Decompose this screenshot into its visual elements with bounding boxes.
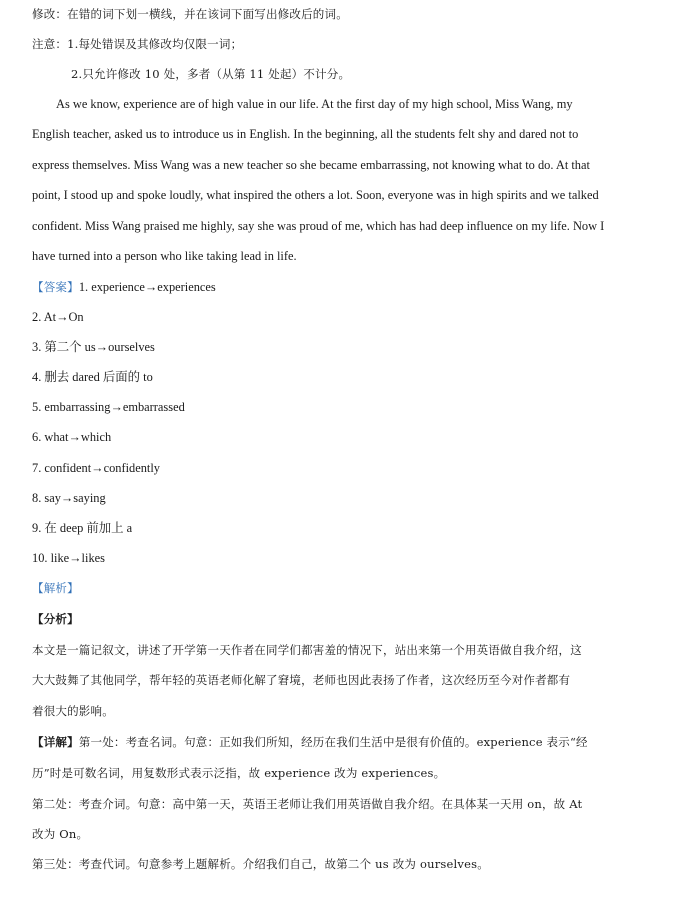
answer-item: 9. 在 deep 前加上 a xyxy=(32,521,133,535)
passage-line: confident. Miss Wang praised me highly, say she was proud of me, which has had deep influence on my life. Now I xyxy=(32,219,605,233)
passage-line: As we know, experience are of high value in our life. At the first day of my high school, Miss Wang, my xyxy=(56,97,573,111)
detail-line: 历”时是可数名词，用复数形式表示泛指，故 experience 改为 experiences。 xyxy=(32,766,446,780)
analysis-tag: 【解析】 xyxy=(32,581,79,595)
passage-line: point, I stood up and spoke loudly, what inspired the others a lot. Soon, everyone was in high spirits and we talked xyxy=(32,188,599,202)
summary-line: 大大鼓舞了其他同学，帮年轻的英语老师化解了窘境，老师也因此表扬了作者，这次经历至今对作者都有 xyxy=(32,673,571,687)
note-line-2: 2.只允许修改 10 处，多者（从第 11 处起）不计分。 xyxy=(71,67,351,81)
detail-row-1 xyxy=(32,734,588,750)
answer-item: 5. embarrassing→embarrassed xyxy=(32,400,185,414)
summary-line: 本文是一篇记叙文，讲述了开学第一天作者在同学们都害羞的情况下，站出来第一个用英语做自我介绍，这 xyxy=(32,643,582,657)
answer-item: 8. say→saying xyxy=(32,491,106,505)
passage-line: English teacher, asked us to introduce us in English. In the beginning, all the students felt shy and dared not to xyxy=(32,127,579,141)
answer-item: 7. confident→confidently xyxy=(32,461,161,475)
summary-line: 着很大的影响。 xyxy=(32,704,114,718)
edit-instruction: 修改：在错的词下划一横线，并在该词下面写出修改后的词。 xyxy=(32,7,348,21)
note-line-1: 注意：1.每处错误及其修改均仅限一词； xyxy=(32,37,243,51)
detail-line: 第三处：考查代词。句意参考上题解析。介绍我们自己，故第二个 us 改为 ourselves。 xyxy=(32,857,489,871)
passage-line: express themselves. Miss Wang was a new teacher so she became embarrassing, not knowing what to do. At that xyxy=(32,158,590,172)
detail-line: 第一处：考查名词。句意：正如我们所知，经历在我们生活中是很有价值的。experience 表示“经 xyxy=(78,735,588,749)
answer-item: 1. experience→experiences xyxy=(78,280,216,294)
fenxi-tag: 【分析】 xyxy=(32,612,79,626)
answer-item: 10. like→likes xyxy=(32,551,105,565)
detail-line: 第二处：考查介词。句意：高中第一天，英语王老师让我们用英语做自我介绍。在具体某一天用 on，故 At xyxy=(32,797,583,811)
answer-item: 2. At→On xyxy=(32,310,84,324)
detail-tag: 【详解】 xyxy=(32,735,79,749)
detail-line: 改为 On。 xyxy=(32,827,89,841)
answer-item: 3. 第二个 us→ourselves xyxy=(32,340,155,354)
answer-item: 6. what→which xyxy=(32,430,112,444)
answer-tag: 【答案】 xyxy=(32,282,79,294)
answer-item: 4. 删去 dared 后面的 to xyxy=(32,370,153,384)
answer-row-1 xyxy=(32,279,216,296)
passage-line: have turned into a person who like taking lead in life. xyxy=(32,249,297,263)
